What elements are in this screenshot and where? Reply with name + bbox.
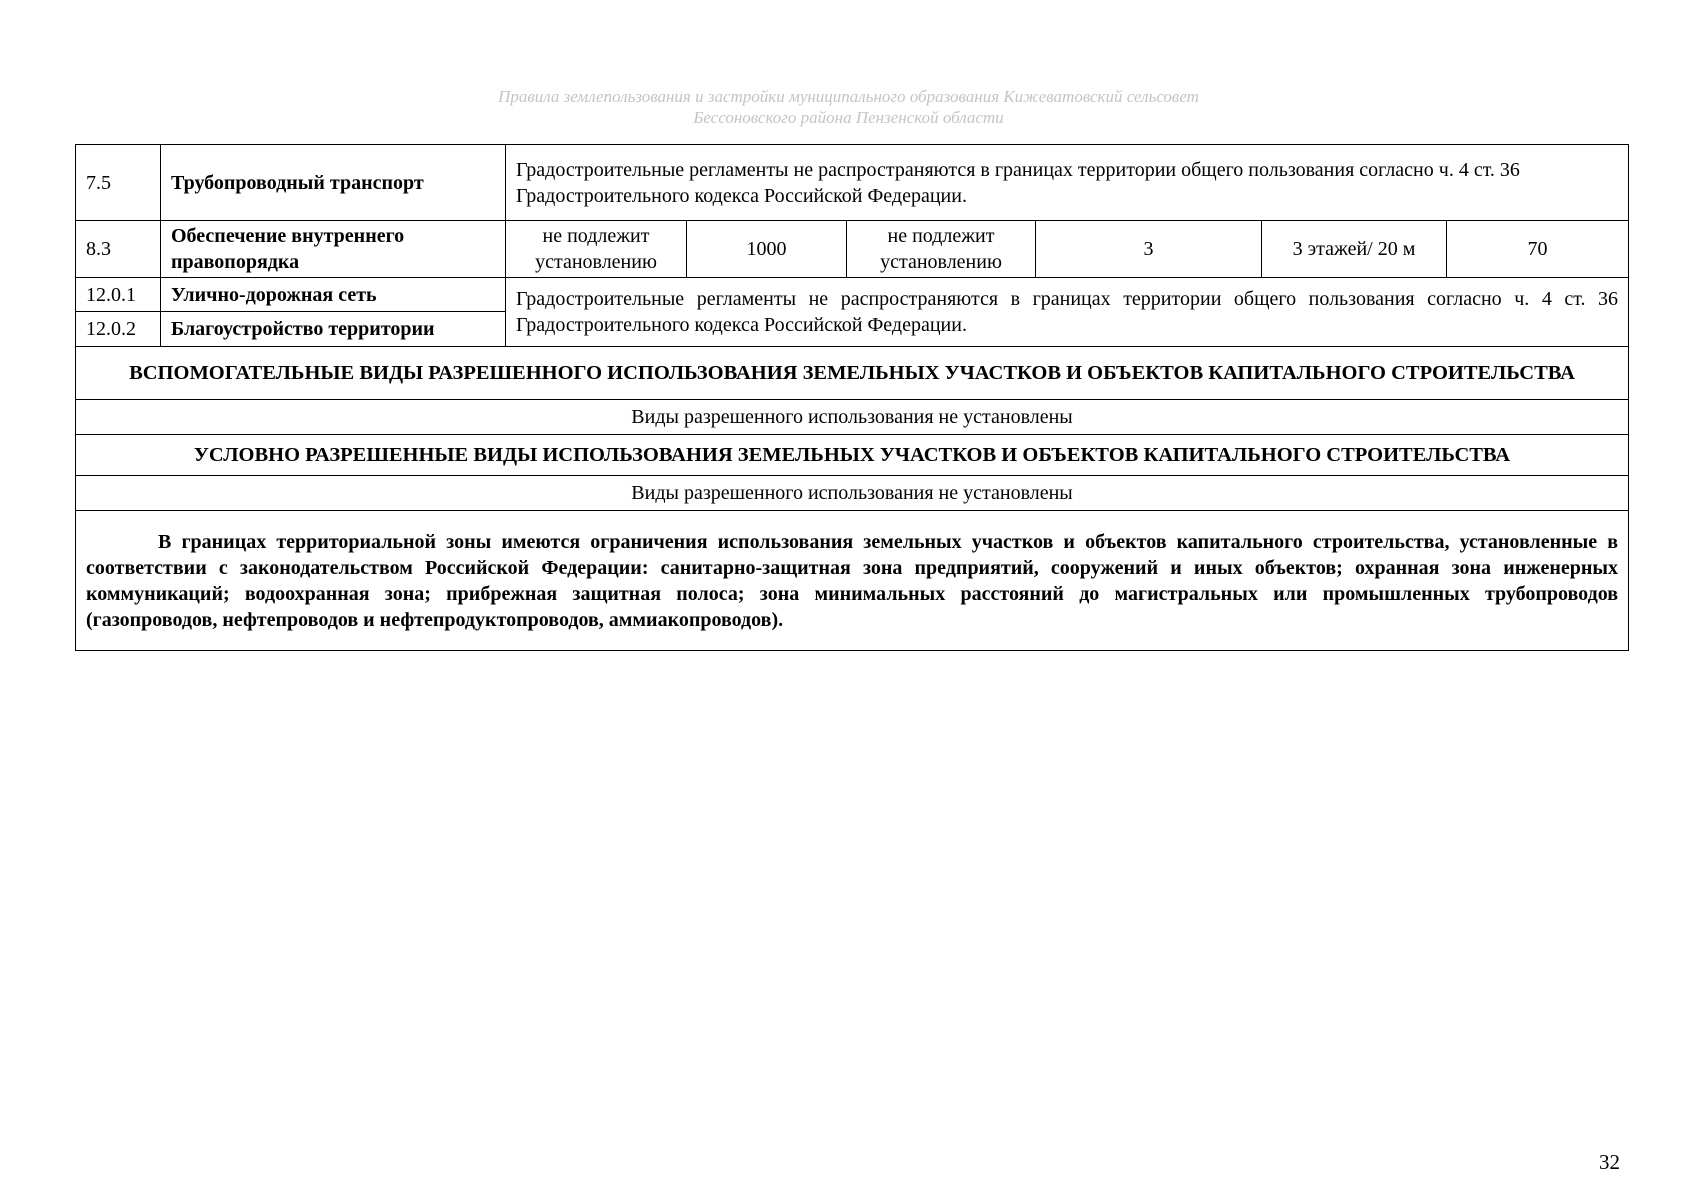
row-name: Благоустройство территории [161,312,506,347]
running-header-line-1: Правила землепользования и застройки муниципального образования Кижеватовский сельсовет [498,87,1199,106]
table-row [76,511,1629,651]
page-number: 32 [1599,1150,1620,1174]
restrictions-paragraph: В границах территориальной зоны имеются ограничения использования земельных участков и объектов капитального строительства, установленные в соответствии с законодательством Российской Федерации: санитарно-защитная зона предприятий, сооружений и иных объектов; охранная зона инженерных коммуникаций; водоохранная зона; прибрежная защитная полоса; зона минимальных расстояний до магистральных или промышленных трубопроводов (газопроводов, нефтепроводов и нефтепродуктопроводов, аммиакопроводов). [76,511,1629,651]
section-title-conditional: УСЛОВНО РАЗРЕШЕННЫЕ ВИДЫ ИСПОЛЬЗОВАНИЯ ЗЕМЕЛЬНЫХ УЧАСТКОВ И ОБЪЕКТОВ КАПИТАЛЬНОГО СТРОИТЕЛЬСТВА [76,435,1629,476]
row-value: 1000 [687,221,847,278]
section-row [76,347,1629,400]
row-value: не подлежит установлению [847,221,1036,278]
row-note: Градостроительные регламенты не распространяются в границах территории общего пользования согласно ч. 4 ст. 36 Градостроительного кодекса Российской Федерации. [506,145,1629,221]
table-row [76,221,1629,278]
section-row [76,435,1629,476]
table-row [76,145,1629,221]
section-title-auxiliary: ВСПОМОГАТЕЛЬНЫЕ ВИДЫ РАЗРЕШЕННОГО ИСПОЛЬЗОВАНИЯ ЗЕМЕЛЬНЫХ УЧАСТКОВ И ОБЪЕКТОВ КАПИТАЛЬНОГО СТРОИТЕЛЬСТВА [76,347,1629,400]
table-row [76,278,1629,312]
row-code: 8.3 [76,221,161,278]
row-name: Улично-дорожная сеть [161,278,506,312]
row-code: 7.5 [76,145,161,221]
row-note: Градостроительные регламенты не распространяются в границах территории общего пользования согласно ч. 4 ст. 36 Градостроительного кодекса Российской Федерации. [506,278,1629,347]
running-header [0,86,1697,128]
row-code: 12.0.1 [76,278,161,312]
conditional-note: Виды разрешенного использования не установлены [76,476,1629,511]
row-name: Трубопроводный транспорт [161,145,506,221]
auxiliary-note: Виды разрешенного использования не установлены [76,400,1629,435]
row-value: не подлежит установлению [506,221,687,278]
table-row [76,400,1629,435]
row-value: 70 [1447,221,1629,278]
table-row [76,476,1629,511]
running-header-line-2: Бессоновского района Пензенской области [693,108,1004,127]
row-value: 3 [1036,221,1262,278]
row-name: Обеспечение внутреннего правопорядка [161,221,506,278]
row-value: 3 этажей/ 20 м [1262,221,1447,278]
regulations-table [75,144,1629,651]
row-code: 12.0.2 [76,312,161,347]
